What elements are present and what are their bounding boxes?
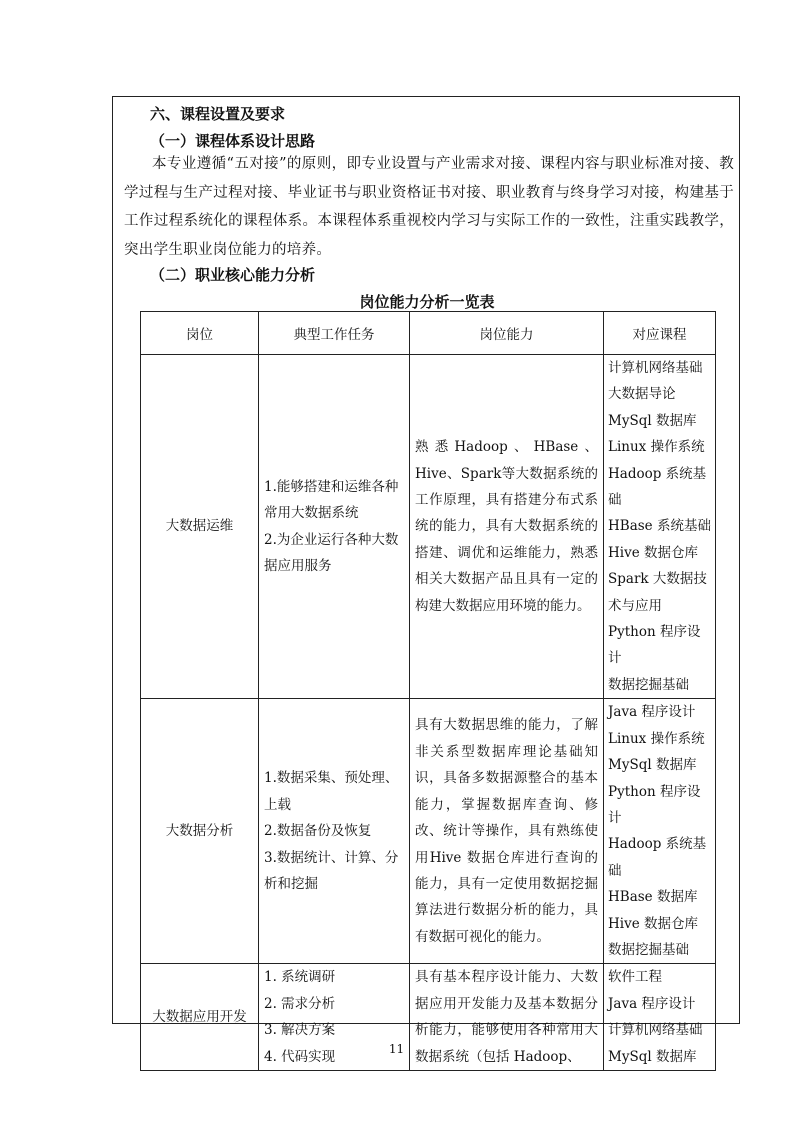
header-ability: 岗位能力 xyxy=(410,312,604,355)
position-cell: 大数据分析 xyxy=(141,699,259,964)
course-item: Java 程序设计 xyxy=(608,704,696,721)
course-item: Linux 操作系统 xyxy=(608,439,705,456)
course-item: 计算机网络基础 xyxy=(608,360,703,376)
task-item: 2. 需求分析 xyxy=(264,995,336,1012)
task-item: 1.数据采集、预处理、上载 xyxy=(264,770,399,813)
subsection-title-curriculum: （一）课程体系设计思路 xyxy=(150,132,316,150)
table-row xyxy=(141,699,716,964)
task-item: 1. 系统调研 xyxy=(264,969,336,986)
task-item: 4. 代码实现 xyxy=(264,1048,336,1065)
course-item: 数据挖掘基础 xyxy=(608,941,689,958)
position-cell: 大数据应用开发 xyxy=(141,964,259,1071)
course-item: HBase 系统基础 xyxy=(608,518,711,535)
header-tasks: 典型工作任务 xyxy=(259,312,410,355)
subsection-title-competency: （二）职业核心能力分析 xyxy=(150,266,316,284)
header-courses: 对应课程 xyxy=(604,312,716,355)
task-item: 2.为企业运行各种大数据应用服务 xyxy=(264,531,399,575)
header-position: 岗位 xyxy=(141,312,259,355)
position-cell: 大数据运维 xyxy=(141,355,259,699)
course-item: HBase 数据库 xyxy=(608,889,698,906)
ability-cell: 具有大数据思维的能力，了解非关系型数据库理论基础知识，具备多数据源整合的基本能力，掌握数据库查询、修改、统计等操作，具有熟练使用Hive 数据仓库进行查询的能力，具有一定使用数据挖掘算法进行数据分析的能力，具有数据可视化的能力。 xyxy=(410,699,604,964)
course-item: Hadoop 系统基础 xyxy=(608,465,707,509)
course-item: Linux 操作系统 xyxy=(608,730,705,747)
intro-paragraph: 本专业遵循“五对接”的原则，即专业设置与产业需求对接、课程内容与职业标准对接、教学过程与生产过程对接、毕业证书与职业资格证书对接、职业教育与终身学习对接，构建基于工作过程系统化的课程体系。本课程体系重视校内学习与实际工作的一致性，注重实践教学，突出学生职业岗位能力的培养。 xyxy=(124,156,734,258)
course-item: MySql 数据库 xyxy=(608,412,697,429)
course-item: Python 程序设计 xyxy=(608,624,701,667)
course-item: 大数据导论 xyxy=(608,386,676,403)
course-item: Hadoop 系统基础 xyxy=(608,836,707,879)
course-item: 软件工程 xyxy=(608,969,662,986)
course-item: 计算机网络基础 xyxy=(608,1022,703,1039)
course-item: Hive 数据仓库 xyxy=(608,915,698,932)
ability-cell: 具有基本程序设计能力、大数据应用开发能力及基本数据分析能力，能够使用各种常用大数据系统（包括 Hadoop、 xyxy=(410,964,604,1071)
courses-cell xyxy=(604,699,716,964)
page-number: 11 xyxy=(388,1042,405,1056)
course-item: Spark 大数据技术与应用 xyxy=(608,571,707,614)
competency-table xyxy=(140,311,716,1071)
course-item: 数据挖掘基础 xyxy=(608,676,689,693)
task-item: 3. 解决方案 xyxy=(264,1022,336,1039)
tasks-cell xyxy=(259,355,410,699)
table-title: 岗位能力分析一览表 xyxy=(359,293,495,311)
course-item: Java 程序设计 xyxy=(608,995,696,1012)
table-header-row xyxy=(141,312,716,355)
task-item: 2.数据备份及恢复 xyxy=(264,823,372,840)
tasks-cell xyxy=(259,699,410,964)
course-item: Python 程序设计 xyxy=(608,783,701,826)
course-item: Hive 数据仓库 xyxy=(608,544,698,561)
course-item: MySql 数据库 xyxy=(608,757,697,774)
section-title: 六、课程设置及要求 xyxy=(150,105,286,123)
ability-cell: 熟悉Hadoop、HBase、Hive、Spark等大数据系统的工作原理，具有搭建分布式系统的能力，具有大数据系统的搭建、调优和运维能力，熟悉相关大数据产品且具有一定的构建大数据应用环境的能力。 xyxy=(410,355,604,699)
course-item: MySql 数据库 xyxy=(608,1048,697,1065)
courses-cell xyxy=(604,355,716,699)
task-item: 3.数据统计、计算、分析和挖掘 xyxy=(264,849,399,892)
table-row xyxy=(141,355,716,699)
task-item: 1.能够搭建和运维各种常用大数据系统 xyxy=(264,478,399,522)
